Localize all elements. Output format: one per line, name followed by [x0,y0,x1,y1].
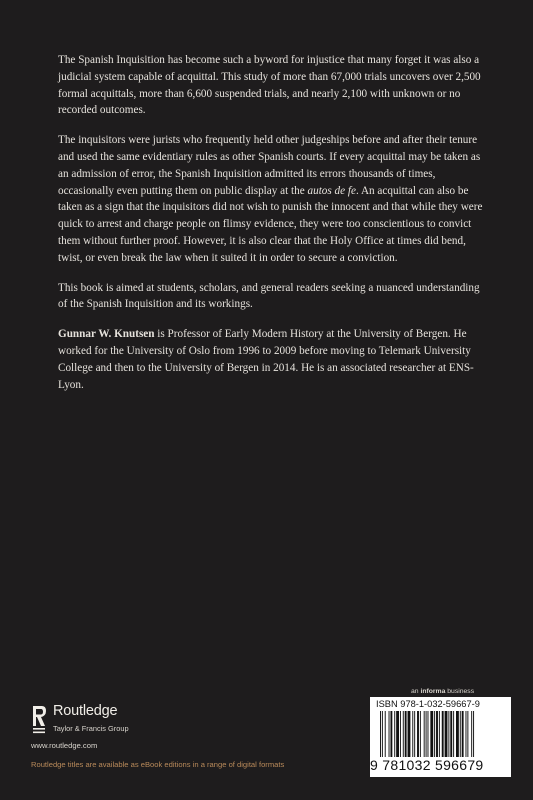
barcode-bar [394,711,395,757]
author-bio-text: is Professor of Early Modern History at the University of Bergen. He worked for the University of Oslo from 1996 to 2009 before moving to Telemark University College and then to the University of Bergen in 2014. He is an associated researcher at ENS-Lyon. [58,328,474,391]
publisher-name: Routledge [53,703,118,719]
isbn-digits: 9 781032 596679 [370,757,484,773]
author-bio [58,326,488,393]
barcode-bar [380,711,381,757]
barcode-bar [426,711,427,757]
barcode-bar [400,711,401,757]
barcode-bar [456,711,459,757]
barcode-bar [471,711,472,757]
publisher-website: www.routledge.com [31,741,98,750]
barcode-bar [448,711,449,757]
publisher-logo [31,703,141,739]
barcode-bar [462,711,464,757]
barcode-bar [434,711,435,757]
blurb-paragraph-2-start: The inquisitors were jurists who frequently held other judgeships before and after their tenure and used the same evidentiary rules as other Spanish courts. If every acquittal may be taken as an admission of error, the Spanish Inquisition admitted its errors thousands of times, occasionally even putting them on public display at the [58,134,481,197]
barcode-bar [403,711,404,757]
barcode-bars [378,711,504,757]
ebook-availability-note: Routledge titles are available as eBook editions in a range of digital formats [31,760,285,769]
blurb-paragraph-1: The Spanish Inquisition has become such a byword for injustice that many forget it was also a judicial system capable of acquittal. This study of more than 67,000 trials uncovers over 2,500 formal acquittals, more than 6,600 suspended trials, and nearly 2,100 with unknown or no recorded outcomes. [58,54,481,117]
barcode-bar [445,711,448,757]
barcode-bar [396,711,399,757]
blurb-paragraph-2 [58,132,488,266]
barcode-bar [412,711,413,757]
informa-tagline [411,688,474,695]
back-cover-blurb [58,52,488,406]
barcode-bar [382,711,383,757]
blurb-paragraph-3: This book is aimed at students, scholars, and general readers seeking a nuanced understanding of the Spanish Inquisition and its workings. [58,281,480,311]
routledge-logo-icon [31,704,47,736]
barcode-bar [466,711,467,757]
barcode-bar [385,711,386,757]
barcode-bar [414,711,415,757]
barcode-bar [450,711,452,757]
informa-prefix: an [411,688,421,695]
barcode-bar [439,711,440,757]
barcode-bar [424,711,425,757]
barcode-bar [428,711,429,757]
barcode-bar [460,711,461,757]
author-name: Gunnar W. Knutsen [58,328,155,341]
informa-suffix: business [445,688,475,695]
blurb-italic-term: autos de fe [307,184,356,197]
barcode-bar [405,711,407,757]
isbn-barcode [370,697,511,777]
barcode-bar [467,711,468,757]
barcode-bar [408,711,411,757]
publisher-group: Taylor & Francis Group [53,724,129,733]
barcode-bar [442,711,444,757]
barcode-bar [473,711,474,757]
barcode-bar [420,711,421,757]
barcode-bar [436,711,438,757]
barcode-bar [430,711,433,757]
barcode-bar [453,711,454,757]
barcode-bar [389,711,390,757]
blurb-paragraph-2-end: . An acquittal can also be taken as a sign that the inquisitors did not wish to punish the innocent and that while they were quick to arrest and charge people on flimsy evidence, they were too conscientious to convict them without further proof. However, it is also clear that the Holy Office at times did bend, twist, or even break the law when it suited it in order to secure a conviction. [58,184,483,264]
informa-brand: informa [420,688,446,695]
barcode-bar [417,711,419,757]
isbn-label: ISBN 978-1-032-59667-9 [376,699,480,709]
barcode-bar [390,711,392,757]
